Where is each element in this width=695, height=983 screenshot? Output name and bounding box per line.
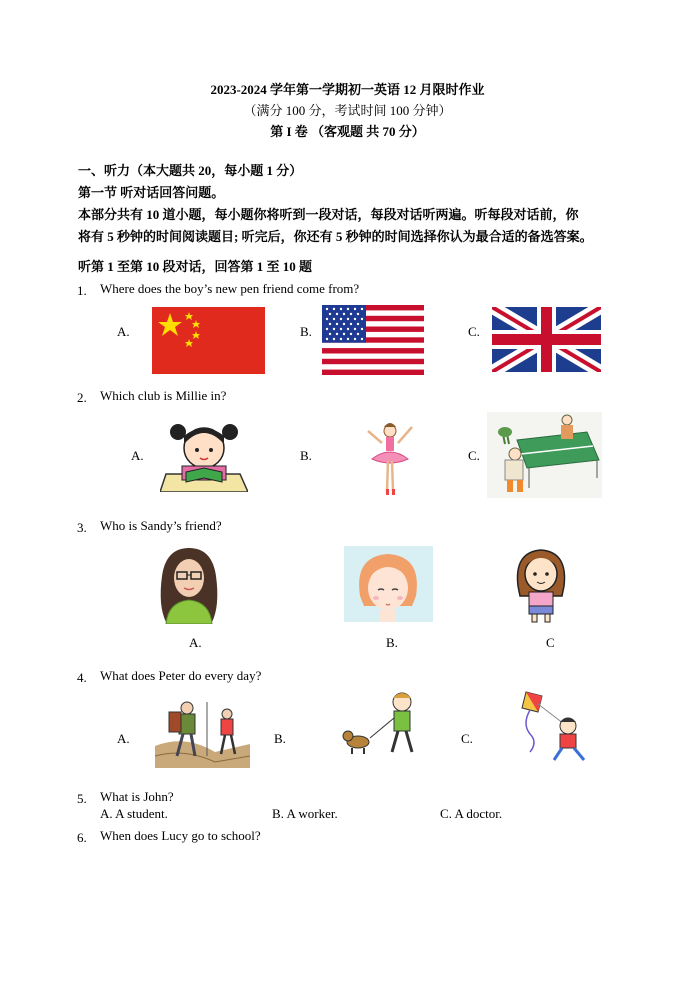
option-label[interactable]: A. A student.	[100, 806, 168, 821]
option-label[interactable]: A.	[189, 635, 202, 650]
question-text: What does Peter do every day?	[100, 668, 262, 683]
document-subtitle: （满分 100 分，考试时间 100 分钟）	[243, 103, 452, 118]
section-subheading: 第一节 听对话回答问题。	[78, 185, 225, 200]
option-label[interactable]: A.	[117, 731, 130, 746]
question-text: When does Lucy go to school?	[100, 828, 261, 843]
woman-glasses-picture	[152, 546, 226, 624]
option-label[interactable]: C. A doctor.	[440, 806, 503, 821]
question-text: Which club is Millie in?	[100, 388, 227, 403]
option-label[interactable]: B.	[274, 731, 286, 746]
question-number: 2.	[77, 390, 87, 405]
option-label[interactable]: B.	[300, 448, 312, 463]
question-text: Who is Sandy’s friend?	[100, 518, 222, 533]
option-label[interactable]: C.	[468, 324, 480, 339]
section-heading: 一、听力（本大题共 20，每小题 1 分）	[78, 163, 303, 178]
option-label[interactable]: C	[546, 635, 555, 650]
option-label[interactable]: B.	[386, 635, 398, 650]
girl-cartoon-picture	[512, 546, 570, 624]
option-label[interactable]: B.	[300, 324, 312, 339]
document-title: 2023-2024 学年第一学期初一英语 12 月限时作业	[210, 82, 485, 97]
question-text: Where does the boy’s new pen friend come from?	[100, 281, 360, 296]
walking-dog-picture	[340, 690, 430, 760]
girl-short-hair-picture	[344, 546, 433, 622]
question-number: 3.	[77, 520, 87, 535]
reading-girl-picture	[160, 422, 248, 492]
usa-flag-icon	[322, 305, 424, 375]
option-label[interactable]: C.	[468, 448, 480, 463]
question-number: 4.	[77, 670, 87, 685]
question-number: 1.	[77, 283, 87, 298]
question-number: 6.	[77, 830, 87, 845]
group-label: 听第 1 至第 10 段对话，回答第 1 至 10 题	[78, 259, 313, 274]
china-flag-icon	[152, 307, 265, 374]
option-label[interactable]: B. A worker.	[272, 806, 338, 821]
option-label[interactable]: C.	[461, 731, 473, 746]
instructions-line-2: 将有 5 秒钟的时间阅读题目; 听完后，你还有 5 秒钟的时间选择你认为最合适的备选答案。	[78, 229, 593, 244]
flying-kite-picture	[512, 690, 594, 764]
hiking-picture	[155, 696, 250, 768]
question-text: What is John?	[100, 789, 174, 804]
option-label[interactable]: A.	[117, 324, 130, 339]
option-label[interactable]: A.	[131, 448, 144, 463]
instructions-line-1: 本部分共有 10 道小题，每小题你将听到一段对话，每段对话听两遍。听每段对话前，你	[78, 207, 579, 222]
ballet-dancer-picture	[360, 417, 420, 497]
question-number: 5.	[77, 791, 87, 806]
part-heading: 第 I 卷 （客观题 共 70 分）	[270, 124, 425, 139]
table-tennis-picture	[487, 412, 602, 498]
uk-flag-icon	[492, 307, 601, 372]
